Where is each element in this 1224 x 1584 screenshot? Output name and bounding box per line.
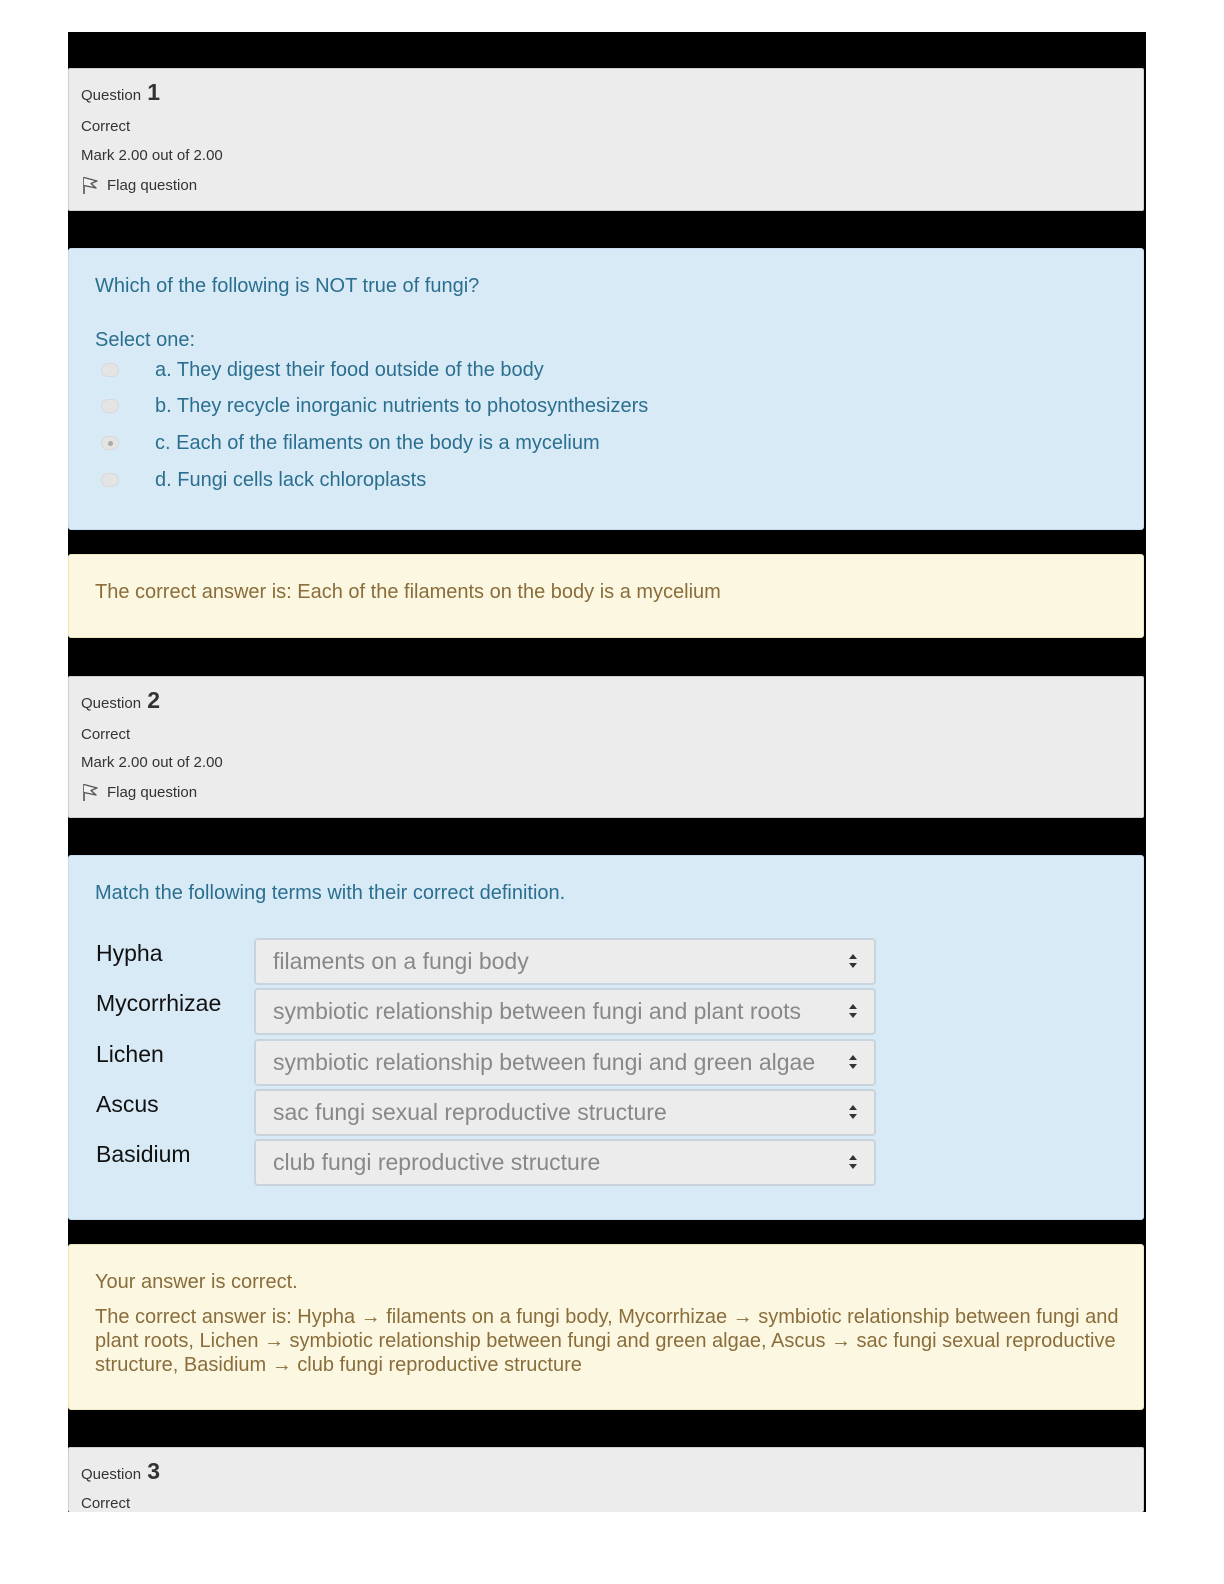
flag-icon — [81, 175, 101, 195]
match-select[interactable] — [254, 1039, 876, 1086]
question-1-formulation — [68, 248, 1144, 530]
match-select-value: club fungi reproductive structure — [273, 1149, 601, 1175]
flag-icon — [81, 782, 101, 802]
option-a-label: a. They digest their food outside of the body — [155, 358, 544, 381]
match-row-lichen — [95, 1039, 895, 1087]
match-row-ascus — [95, 1089, 895, 1137]
match-row-basidium — [95, 1139, 895, 1187]
match-select[interactable] — [254, 938, 876, 985]
radio-dot-icon — [108, 441, 113, 446]
question-1-info — [68, 68, 1144, 211]
question-2-grade: Mark 2.00 out of 2.00 — [81, 754, 223, 771]
question-1-number — [81, 79, 160, 106]
question-3-info — [68, 1447, 1144, 1512]
question-3-number — [81, 1458, 160, 1485]
match-term: Lichen — [96, 1041, 164, 1067]
chevron-up-down-icon — [848, 952, 858, 970]
match-select-value: symbiotic relationship between fungi and plant roots — [273, 998, 802, 1024]
match-term: Ascus — [96, 1091, 159, 1117]
option-a[interactable] — [101, 355, 544, 385]
question-2-info — [68, 676, 1144, 818]
question-1-flag-button[interactable] — [81, 175, 197, 195]
question-2-text: Match the following terms with their correct definition. — [95, 882, 566, 904]
match-term: Basidium — [96, 1141, 191, 1167]
question-number: 1 — [147, 79, 161, 105]
question-1-feedback — [68, 554, 1144, 638]
select-one-prompt: Select one: — [95, 329, 196, 351]
match-select[interactable] — [254, 1139, 876, 1186]
match-row-mycorrhizae — [95, 988, 895, 1036]
match-select[interactable] — [254, 1089, 876, 1136]
flag-question-label: Flag question — [107, 176, 198, 194]
question-1-grade: Mark 2.00 out of 2.00 — [81, 147, 223, 164]
option-d-label: d. Fungi cells lack chloroplasts — [155, 468, 427, 491]
match-select-value: filaments on a fungi body — [273, 948, 529, 974]
option-c-label: c. Each of the filaments on the body is a mycelium — [155, 431, 600, 454]
chevron-up-down-icon — [848, 1153, 858, 1171]
question-2-flag-button[interactable] — [81, 782, 197, 802]
chevron-up-down-icon — [848, 1002, 858, 1020]
match-select-value: sac fungi sexual reproductive structure — [273, 1099, 667, 1125]
match-term: Mycorrhizae — [96, 990, 222, 1016]
chevron-up-down-icon — [848, 1103, 858, 1121]
match-select[interactable] — [254, 988, 876, 1035]
radio-icon[interactable] — [101, 399, 119, 413]
option-d[interactable] — [101, 465, 427, 495]
option-b-label: b. They recycle inorganic nutrients to photosynthesizers — [155, 394, 649, 417]
chevron-up-down-icon — [848, 1053, 858, 1071]
question-number: 2 — [147, 687, 161, 713]
question-1-state: Correct — [81, 118, 131, 135]
correct-answer-text: The correct answer is: Hypha → filaments on a fungi body, Mycorrhizae → symbiotic relationship between fungi and plant roots, Lichen → symbiotic relationship between fungi and green algae, Ascus → sac fungi sexual reproductive structure, Basidium → club fungi reproductive structure — [95, 1306, 1119, 1376]
question-2-number — [81, 687, 160, 714]
question-number: 3 — [147, 1458, 161, 1484]
radio-icon[interactable] — [101, 363, 119, 377]
question-2-feedback — [68, 1244, 1144, 1410]
feedback-status: Your answer is correct. — [95, 1271, 298, 1293]
radio-icon-selected[interactable] — [101, 436, 119, 450]
match-row-hypha — [95, 938, 895, 986]
question-2-formulation — [68, 855, 1144, 1220]
match-select-value: symbiotic relationship between fungi and green algae — [273, 1049, 816, 1075]
radio-icon[interactable] — [101, 473, 119, 487]
question-2-state: Correct — [81, 726, 131, 743]
option-b[interactable] — [101, 391, 649, 421]
quiz-review-page — [68, 32, 1146, 1512]
question-3-state: Correct — [81, 1495, 131, 1512]
option-c[interactable] — [101, 428, 600, 458]
question-1-text: Which of the following is NOT true of fungi? — [95, 275, 480, 297]
question-label: Question — [81, 87, 142, 104]
correct-answer-text: The correct answer is: Each of the filaments on the body is a mycelium — [95, 581, 721, 603]
flag-question-label: Flag question — [107, 783, 198, 801]
match-term: Hypha — [96, 940, 163, 966]
question-label: Question — [81, 695, 142, 712]
question-label: Question — [81, 1466, 142, 1483]
